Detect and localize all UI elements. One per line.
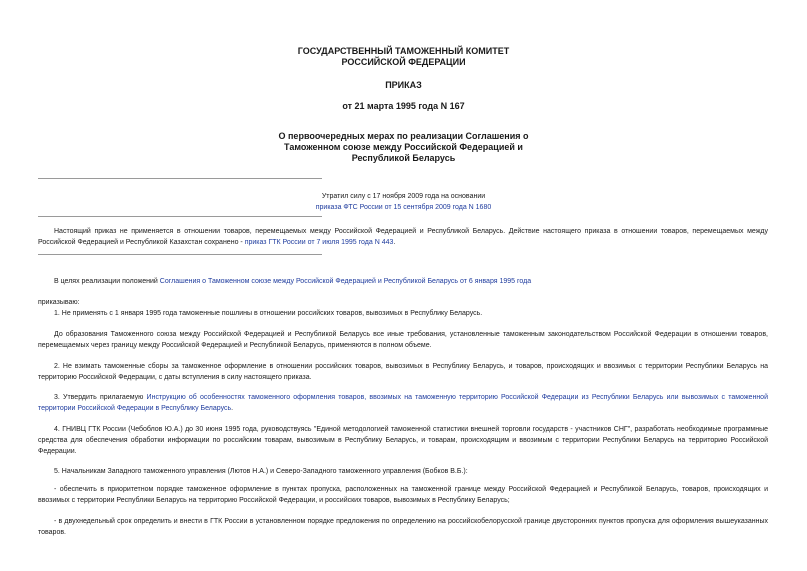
item-3-text: 3. Утвердить прилагаемую — [54, 394, 147, 401]
doc-date: от 21 марта 1995 года N 167 — [342, 101, 465, 111]
org-title-line1: ГОСУДАРСТВЕННЫЙ ТАМОЖЕННЫЙ КОМИТЕТ — [297, 46, 510, 56]
doc-subject-line3: Республикой Беларусь — [351, 153, 456, 163]
notice-link[interactable]: приказ ГТК России от 7 июля 1995 года N 443 — [244, 239, 394, 246]
preamble-text: В целях реализации положений — [54, 278, 160, 285]
status-note: Утратил силу с 17 ноября 2009 года на основании — [321, 193, 486, 200]
item-1-continued: До образования Таможенного союза между Российской Федерацией и Республикой Беларусь все иные требования, установленные таможенным законодательством Российской Федерации в отношении товаров, перемещаемых через границу между Российской Федерацией и Республикой Беларусь, применяются в полном объеме. — [38, 331, 768, 349]
doc-type: ПРИКАЗ — [385, 80, 422, 90]
item-4: 4. ГНИВЦ ГТК России (Чебоблов Ю.А.) до 30 июня 1995 года, руководствуясь "Единой методологией таможенной статистики внешней торговли государств - участников СНГ", разработать необходимые программные средства для обеспечения обработки информации по российским товарам, вывозимым в Республику Беларусь, и товарам, происходящим и ввозимым с территории Республики Беларусь на территорию Российской Федерации. — [38, 426, 768, 455]
doc-subject-line2: Таможенном союзе между Российской Федерацией и — [284, 142, 523, 152]
item-5-subitem-a: - обеспечить в приоритетном порядке таможенное оформление в пунктах пропуска, расположенных на таможенной границе между Российской Федерацией и Республикой Беларусь, товаров, происходящих и ввозимых с территории Республики Беларусь на территорию Российской Федерации, и российских товаров, вывозимых в Республику Беларусь; — [38, 486, 768, 504]
divider — [38, 178, 322, 179]
doc-subject-line1: О первоочередных мерах по реализации Соглашения о — [278, 131, 529, 141]
item-3 — [38, 392, 768, 414]
org-title-line2: РОССИЙСКОЙ ФЕДЕРАЦИИ — [341, 57, 466, 67]
divider — [38, 216, 322, 217]
notice-tail: . — [393, 239, 396, 246]
item-1: 1. Не применять с 1 января 1995 года таможенные пошлины в отношении российских товаров, вывозимых в Республику Беларусь. — [54, 310, 483, 317]
item-3-link[interactable]: Инструкцию об особенностях таможенного оформления товаров, ввозимых на таможенную территорию Российской Федерации из Республики Беларусь или вывозимых с таможенной территории Российской Федерации в Республику Беларусь — [38, 394, 768, 412]
notice-paragraph — [38, 226, 768, 248]
divider — [38, 254, 322, 255]
item-2: 2. Не взимать таможенные сборы за таможенное оформление в отношении российских товаров, вывозимых в Республику Беларусь, и товаров, происходящих и ввозимых с территории Республики Беларусь на территорию Российской Федерации, с даты вступления в силу настоящего приказа. — [38, 363, 768, 381]
order-word: приказываю: — [38, 299, 80, 306]
item-5-subitem-b: - в двухнедельный срок определить и внести в ГТК России в установленном порядке предложения по определению на российскобелорусской границе двусторонних пунктов пропуска для оформления вышеуказанных товаров. — [38, 518, 768, 536]
item-5: 5. Начальникам Западного таможенного управления (Лютов Н.А.) и Северо-Западного таможенного управления (Бобков В.Б.): — [54, 468, 468, 475]
status-note-link[interactable]: приказа ФТС России от 15 сентября 2009 года N 1680 — [315, 204, 492, 211]
item-3-tail: . — [231, 405, 234, 412]
notice-text: Настоящий приказ не применяется в отношении товаров, перемещаемых между Российской Федерацией и Республикой Беларусь. Действие настоящего приказа в отношении товаров, перемещаемых между Российской Федерацией и Республикой Казахстан сохранено - — [38, 228, 768, 246]
preamble-link[interactable]: Соглашения о Таможенном союзе между Российской Федерацией и Республикой Беларусь от 6 января 1995 года — [159, 278, 532, 285]
preamble-paragraph — [38, 276, 768, 287]
